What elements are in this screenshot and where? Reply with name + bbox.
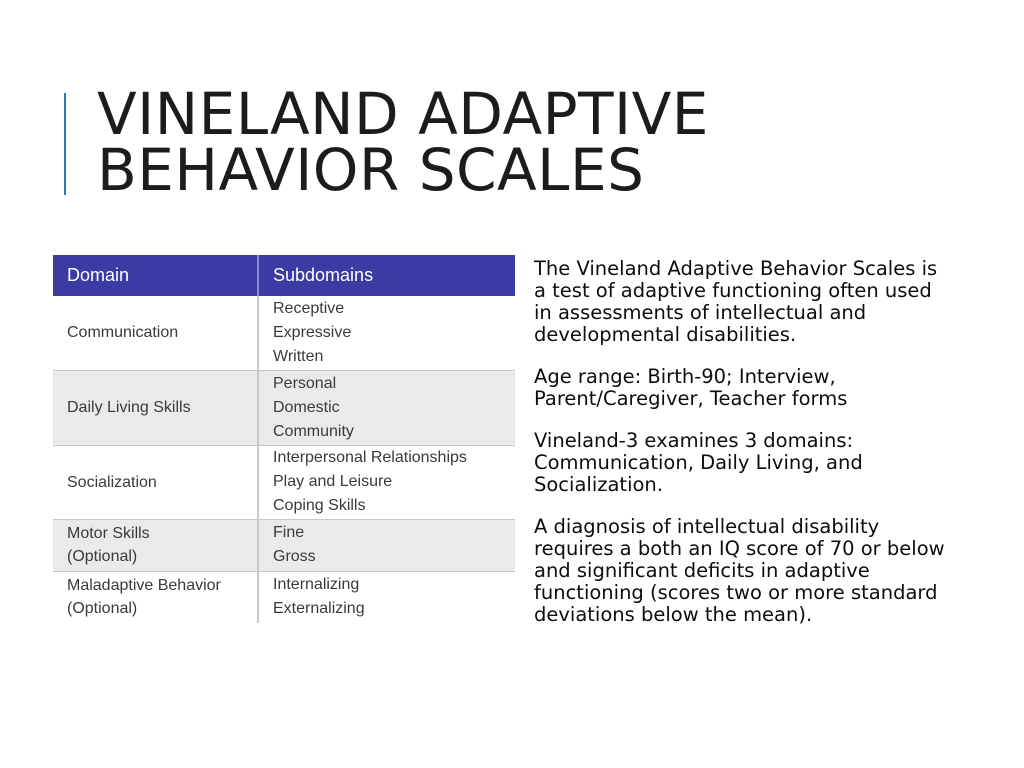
slide-title-line-1: VINELAND ADAPTIVE (97, 80, 709, 148)
subdomain-item: Coping Skills (273, 497, 366, 514)
domain-cell (53, 296, 258, 370)
vineland-domain-table (53, 255, 515, 623)
paragraph-intro: The Vineland Adaptive Behavior Scales is a test of adaptive functioning often used in assessments of intellectual and developmental disabilities. (534, 257, 938, 346)
subdomain-cell (258, 296, 515, 370)
domain-label-qualifier: (Optional) (67, 600, 138, 618)
subdomain-cell (258, 370, 515, 445)
subdomain-item: Interpersonal Relationships (273, 449, 467, 466)
subdomain-item: Externalizing (273, 600, 365, 618)
subdomain-item: Expressive (273, 323, 352, 341)
subdomain-item: Play and Leisure (273, 473, 393, 490)
domain-cell (53, 370, 258, 445)
title-accent-line (64, 93, 66, 195)
domain-label: Maladaptive Behavior (67, 577, 221, 595)
subdomain-cell (258, 445, 515, 519)
paragraph-domains: Vineland-3 examines 3 domains: Communication, Daily Living, and Socialization. (534, 429, 863, 496)
column-header-domain: Domain (53, 255, 258, 296)
domain-label-qualifier: (Optional) (67, 548, 138, 565)
domain-cell (53, 445, 258, 519)
paragraph-diagnosis: A diagnosis of intellectual disability requires a both an IQ score of 70 or below and significant deficits in adaptive functioning (scores two or more standard deviations below the mean). (534, 515, 945, 626)
subdomain-cell (258, 571, 515, 623)
table-header-row (53, 255, 515, 296)
table-row (53, 519, 515, 571)
subdomain-item: Receptive (273, 299, 345, 317)
subdomain-item: Domestic (273, 398, 340, 416)
domain-label: Socialization (67, 473, 157, 491)
domain-label: Daily Living Skills (67, 399, 191, 416)
domain-label: Communication (67, 324, 179, 342)
slide-title (97, 80, 957, 204)
slide-title-line-2: BEHAVIOR SCALES (97, 136, 645, 204)
domain-cell (53, 571, 258, 623)
subdomain-cell (258, 519, 515, 571)
table-row (53, 445, 515, 519)
table-row (53, 370, 515, 445)
subdomain-item: Fine (273, 524, 305, 541)
description-text-column (534, 258, 954, 646)
subdomain-item: Gross (273, 548, 316, 565)
subdomain-item: Community (273, 422, 354, 440)
subdomain-item: Personal (273, 374, 337, 392)
domain-label: Motor Skills (67, 525, 150, 542)
paragraph-age-range: Age range: Birth-90; Interview, Parent/Caregiver, Teacher forms (534, 365, 848, 410)
subdomain-item: Written (273, 347, 324, 365)
column-header-subdomains: Subdomains (258, 255, 515, 296)
subdomain-item: Internalizing (273, 576, 360, 594)
table-row (53, 296, 515, 370)
domain-cell (53, 519, 258, 571)
table-row (53, 571, 515, 623)
